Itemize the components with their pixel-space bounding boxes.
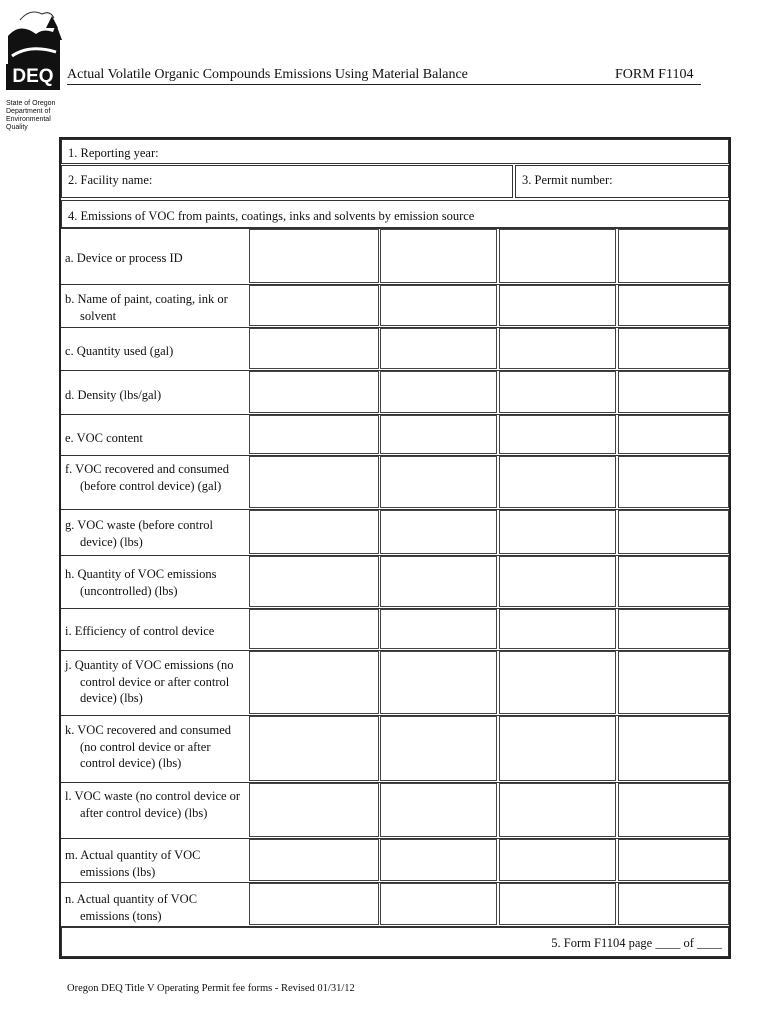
entry-cell-b-4[interactable] [618,285,729,326]
entry-cell-n-3[interactable] [499,883,616,925]
row-label-text: m. Actual quantity of VOC emissions (lbs) [65,848,201,879]
entry-cell-m-2[interactable] [380,839,497,881]
entry-cell-h-3[interactable] [499,556,616,607]
entry-cell-a-4[interactable] [618,229,729,283]
entry-cell-a-3[interactable] [499,229,616,283]
section-4-label: 4. Emissions of VOC from paints, coatings, inks and solvents by emission source [68,209,475,223]
row-label-c [65,343,245,360]
row-label-text: j. Quantity of VOC emissions (no control device or after control device) (lbs) [65,658,234,705]
row-label-l [65,788,245,821]
row-label-e [65,430,245,447]
entry-cell-f-1[interactable] [249,456,379,508]
entry-cell-e-1[interactable] [249,415,379,454]
entry-cell-l-2[interactable] [380,783,497,837]
entry-cell-d-1[interactable] [249,371,379,413]
entry-cell-b-1[interactable] [249,285,379,326]
entry-cell-d-2[interactable] [380,371,497,413]
entry-cell-i-4[interactable] [618,609,729,649]
page-count-label: 5. Form F1104 page ____ of ____ [551,936,722,950]
row-label-text: i. Efficiency of control device [65,624,215,638]
entry-cell-h-4[interactable] [618,556,729,607]
entry-cell-h-1[interactable] [249,556,379,607]
entry-cell-l-1[interactable] [249,783,379,837]
row-label-h [65,566,245,599]
entry-cell-e-4[interactable] [618,415,729,454]
reporting-year-label: 1. Reporting year: [68,146,159,160]
row-label-d [65,387,245,404]
mountain-tree-icon [6,6,62,64]
entry-cell-c-2[interactable] [380,328,497,369]
reporting-year-field[interactable] [61,139,729,164]
row-label-text: d. Density (lbs/gal) [65,388,162,402]
row-label-text: g. VOC waste (before control device) (lbs) [65,518,213,549]
footer-text: Oregon DEQ Title V Operating Permit fee forms - Revised 01/31/12 [67,983,355,994]
deq-badge: DEQ [6,64,60,90]
permit-number-field[interactable] [515,165,729,198]
permit-number-label: 3. Permit number: [522,173,613,187]
deq-logo [6,6,62,131]
entry-cell-k-3[interactable] [499,716,616,781]
entry-cell-n-2[interactable] [380,883,497,925]
row-label-f [65,461,245,494]
entry-cell-j-1[interactable] [249,651,379,714]
entry-cell-f-3[interactable] [499,456,616,508]
form-id: FORM F1104 [615,67,694,82]
facility-name-field[interactable] [61,165,513,198]
entry-cell-b-3[interactable] [499,285,616,326]
row-label-text: c. Quantity used (gal) [65,344,174,358]
row-label-text: e. VOC content [65,431,143,445]
entry-cell-n-4[interactable] [618,883,729,925]
page-count-field [61,927,729,957]
agency-name [6,100,70,132]
row-label-text: f. VOC recovered and consumed (before control device) (gal) [65,462,229,493]
entry-cell-j-4[interactable] [618,651,729,714]
row-label-n [65,891,245,924]
entry-cell-a-2[interactable] [380,229,497,283]
row-label-g [65,517,245,550]
entry-cell-g-3[interactable] [499,510,616,554]
entry-cell-i-2[interactable] [380,609,497,649]
entry-cell-d-3[interactable] [499,371,616,413]
agency-line: Quality [6,124,28,131]
entry-cell-d-4[interactable] [618,371,729,413]
entry-cell-n-1[interactable] [249,883,379,925]
entry-cell-a-1[interactable] [249,229,379,283]
agency-line: Environmental [6,116,51,123]
entry-cell-l-4[interactable] [618,783,729,837]
row-label-i [65,623,245,640]
entry-cell-m-3[interactable] [499,839,616,881]
entry-cell-i-1[interactable] [249,609,379,649]
entry-cell-f-4[interactable] [618,456,729,508]
entry-cell-k-1[interactable] [249,716,379,781]
entry-cell-e-2[interactable] [380,415,497,454]
row-label-j [65,657,245,707]
entry-cell-l-3[interactable] [499,783,616,837]
entry-cell-j-2[interactable] [380,651,497,714]
row-label-text: a. Device or process ID [65,251,183,265]
entry-cell-c-4[interactable] [618,328,729,369]
facility-name-label: 2. Facility name: [68,173,153,187]
row-label-text: l. VOC waste (no control device or after control device) (lbs) [65,789,241,820]
row-label-m [65,847,245,880]
row-label-a [65,250,245,267]
entry-cell-b-2[interactable] [380,285,497,326]
row-label-text: b. Name of paint, coating, ink or solvent [65,292,228,323]
header-rule [67,84,701,85]
entry-cell-g-4[interactable] [618,510,729,554]
agency-line: Department of [6,108,51,115]
section-4-header [61,200,729,228]
entry-cell-g-1[interactable] [249,510,379,554]
row-label-b [65,291,245,324]
agency-line: State of Oregon [6,100,56,107]
entry-cell-e-3[interactable] [499,415,616,454]
row-label-text: h. Quantity of VOC emissions (uncontrolled) (lbs) [65,567,217,598]
entry-cell-g-2[interactable] [380,510,497,554]
row-label-k [65,722,245,772]
entry-cell-f-2[interactable] [380,456,497,508]
entry-cell-k-4[interactable] [618,716,729,781]
entry-cell-i-3[interactable] [499,609,616,649]
row-label-text: k. VOC recovered and consumed (no control device or after control device) (lbs) [65,723,232,770]
form-title: Actual Volatile Organic Compounds Emissions Using Material Balance [67,67,468,82]
entry-cell-j-3[interactable] [499,651,616,714]
entry-cell-k-2[interactable] [380,716,497,781]
entry-cell-m-1[interactable] [249,839,379,881]
row-label-text: n. Actual quantity of VOC emissions (tons) [65,892,198,923]
entry-cell-h-2[interactable] [380,556,497,607]
entry-cell-c-3[interactable] [499,328,616,369]
entry-cell-m-4[interactable] [618,839,729,881]
entry-cell-c-1[interactable] [249,328,379,369]
